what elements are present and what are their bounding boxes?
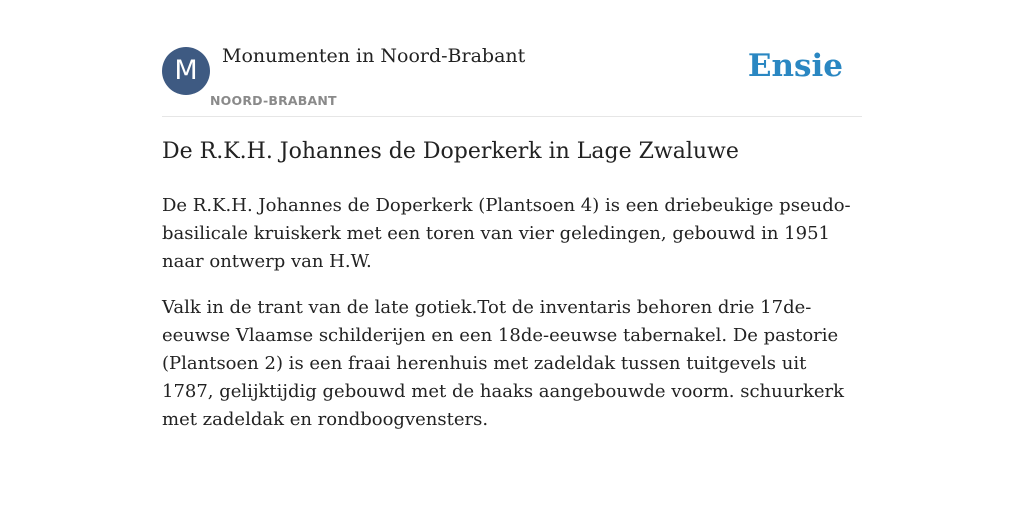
article-paragraph-2: Valk in de trant van de late gotiek.Tot de inventaris behoren drie 17de-eeuwse Vlaamse schilderijen en een 18de-eeuwse tabernakel. De pastorie (Plantsoen 2) is een fraai herenhuis met zadeldak tussen tuitgevels uit 1787, gelijktijdig gebouwd met de haaks aangebouwde voorm. schuurkerk met zadeldak en rondboogvensters. — [162, 297, 845, 430]
avatar[interactable]: M — [162, 47, 210, 95]
brand-logo[interactable]: Ensie — [747, 48, 843, 84]
header — [162, 0, 862, 117]
site-subtitle[interactable]: NOORD-BRABANT — [210, 93, 337, 108]
site-title[interactable]: Monumenten in Noord-Brabant — [222, 45, 526, 67]
article-title: De R.K.H. Johannes de Doperkerk in Lage Zwaluwe — [162, 139, 739, 164]
article-paragraph-1: De R.K.H. Johannes de Doperkerk (Plantsoen 4) is een driebeukige pseudo-basilicale kruiskerk met een toren van vier geledingen, gebouwd in 1951 naar ontwerp van H.W. — [162, 195, 851, 272]
article-card — [162, 0, 862, 512]
